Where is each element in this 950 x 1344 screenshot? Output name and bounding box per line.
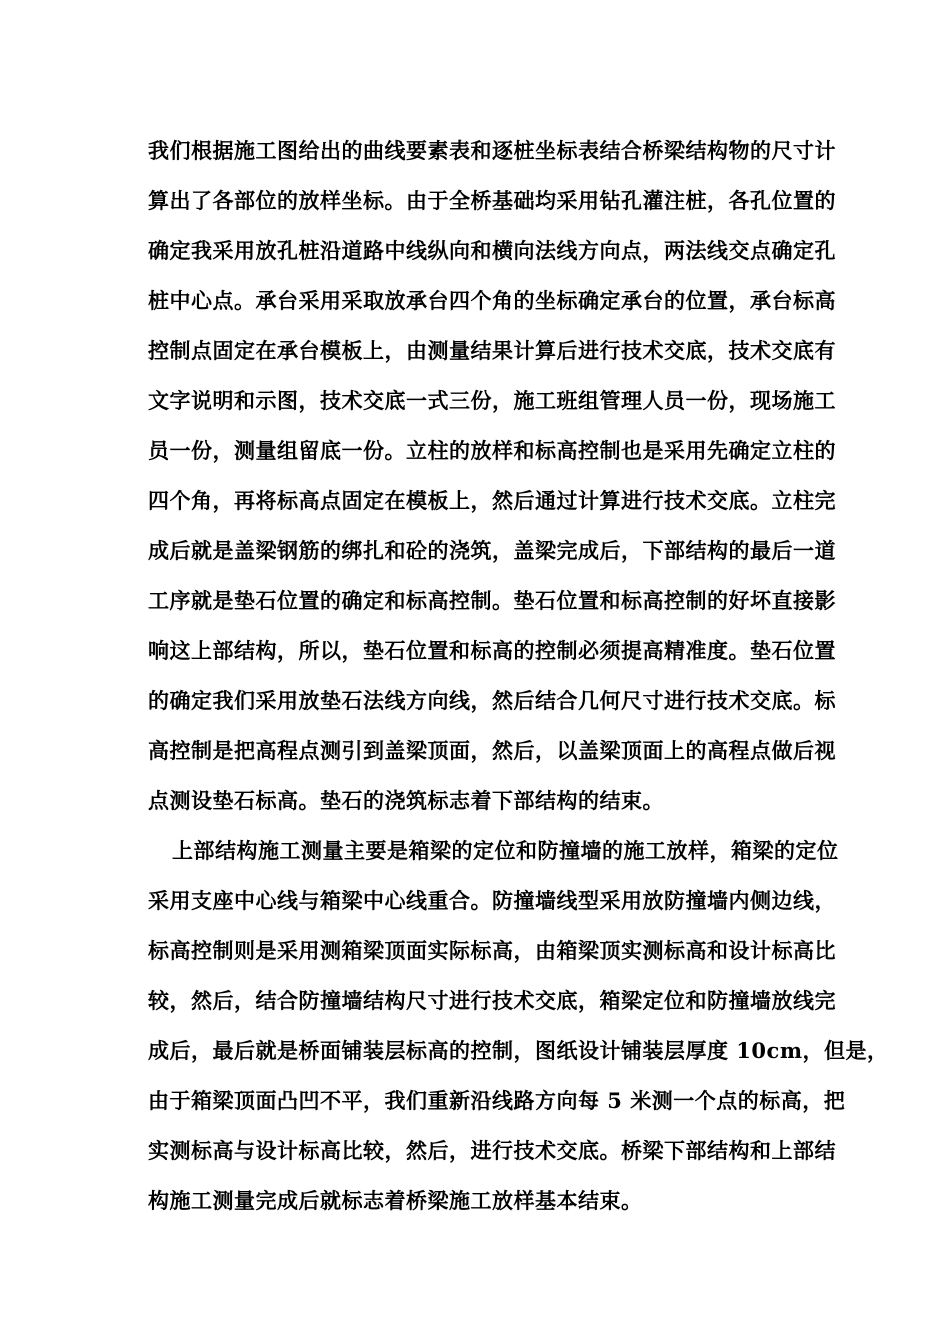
text-line: 控制点固定在承台模板上，由测量结果计算后进行技术交底，技术交底有	[148, 338, 836, 363]
text-line: 成后就是盖梁钢筋的绑扎和砼的浇筑，盖梁完成后，下部结构的最后一道	[148, 538, 836, 563]
text-line: 上部结构施工测量主要是箱梁的定位和防撞墙的施工放样，箱梁的定位	[172, 838, 839, 863]
text-line: 算出了各部位的放样坐标。由于全桥基础均采用钻孔灌注桩，各孔位置的	[148, 188, 836, 213]
text-line: 由于箱梁顶面凸凹不平，我们重新沿线路方向每 5 米测一个点的标高，把	[148, 1088, 846, 1113]
text-line: 工序就是垫石位置的确定和标高控制。垫石位置和标高控制的好坏直接影	[148, 588, 836, 613]
text-line: 点测设垫石标高。垫石的浇筑标志着下部结构的结束。	[148, 788, 664, 813]
text-line: 构施工测量完成后就标志着桥梁施工放样基本结束。	[148, 1188, 643, 1213]
text-line: 的确定我们采用放垫石法线方向线，然后结合几何尺寸进行技术交底。标	[148, 688, 836, 713]
text-line: 四个角，再将标高点固定在模板上，然后通过计算进行技术交底。立柱完	[148, 488, 836, 513]
text-line: 文字说明和示图，技术交底一式三份，施工班组管理人员一份，现场施工	[148, 388, 836, 413]
text-line: 采用支座中心线与箱梁中心线重合。防撞墙线型采用放防撞墙内侧边线，	[148, 888, 836, 913]
text-line: 高控制是把高程点测引到盖梁顶面，然后，以盖梁顶面上的高程点做后视	[148, 738, 836, 763]
text-line: 桩中心点。承台采用采取放承台四个角的坐标确定承台的位置，承台标高	[148, 288, 836, 313]
text-line: 较，然后，结合防撞墙结构尺寸进行技术交底，箱梁定位和防撞墙放线完	[148, 988, 836, 1013]
text-line: 响这上部结构，所以，垫石位置和标高的控制必须提高精准度。垫石位置	[148, 638, 836, 663]
text-line: 实测标高与设计标高比较，然后，进行技术交底。桥梁下部结构和上部结	[148, 1138, 836, 1163]
text-line: 我们根据施工图给出的曲线要素表和逐桩坐标表结合桥梁结构物的尺寸计	[148, 138, 836, 163]
text-line: 标高控制则是采用测箱梁顶面实际标高，由箱梁顶实测标高和设计标高比	[148, 938, 836, 963]
text-line: 成后，最后就是桥面铺装层标高的控制，图纸设计铺装层厚度 10cm，但是，	[148, 1038, 889, 1063]
paragraph-superstructure	[148, 826, 889, 1226]
paragraph-substructure	[148, 126, 878, 826]
text-line: 确定我采用放孔桩沿道路中线纵向和横向法线方向点，两法线交点确定孔	[148, 238, 836, 263]
text-line: 员一份，测量组留底一份。立柱的放样和标高控制也是采用先确定立柱的	[148, 438, 836, 463]
document-body	[148, 126, 889, 1226]
